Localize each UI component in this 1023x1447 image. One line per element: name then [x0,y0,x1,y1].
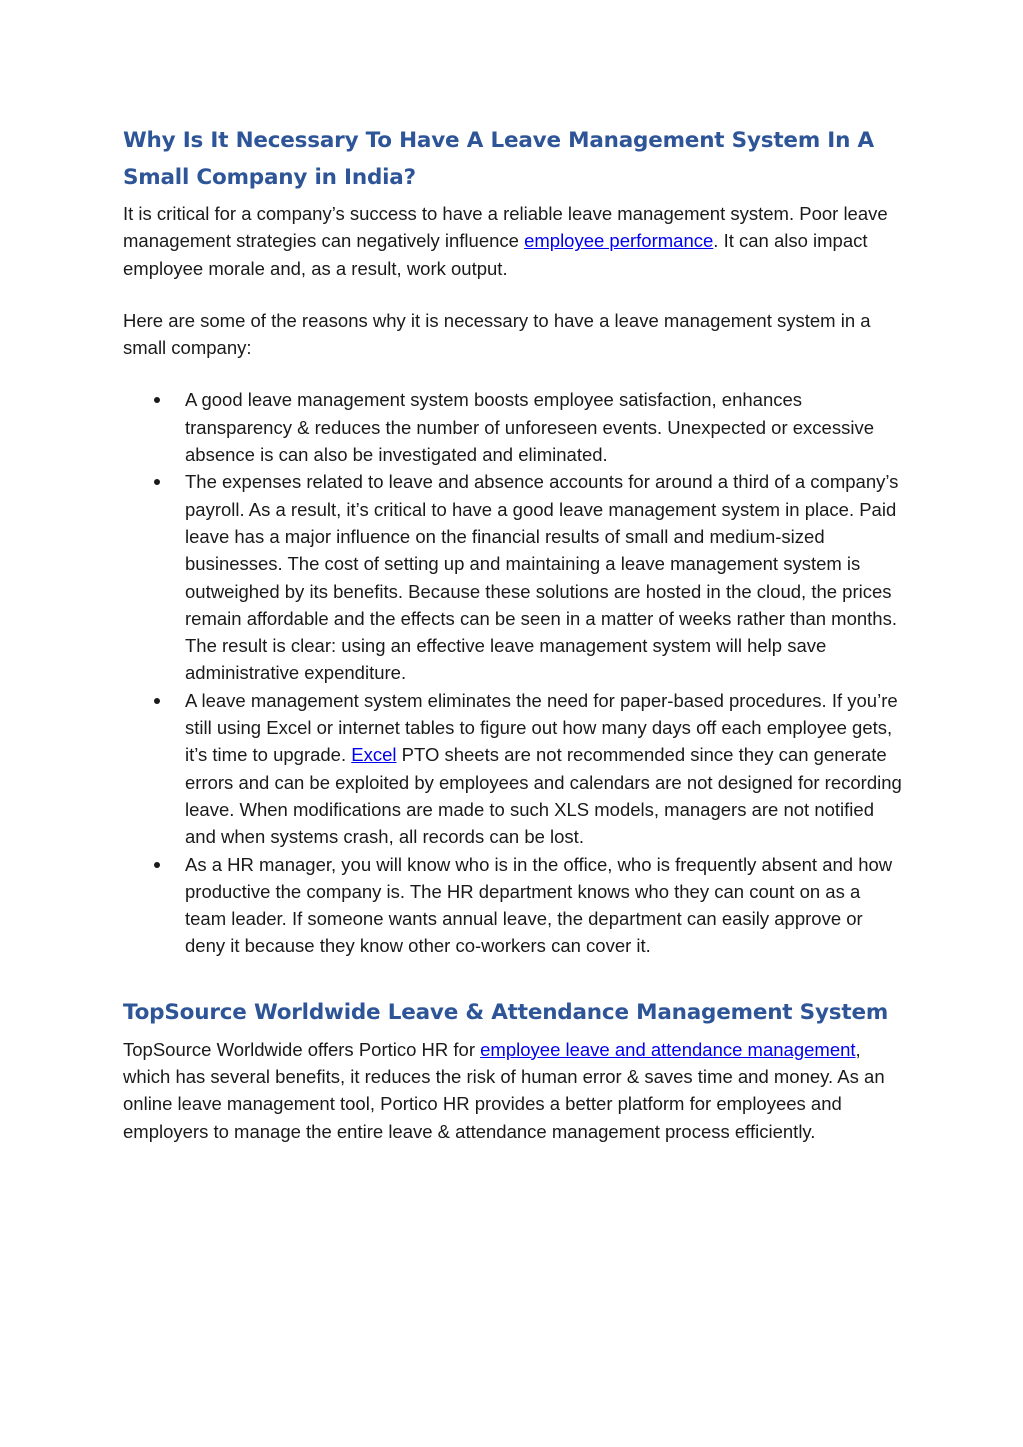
leave-attendance-management-link[interactable]: employee leave and attendance management [480,1038,856,1060]
document-page [123,122,903,1145]
list-item [123,386,903,468]
section-heading-why-leave-management: Why Is It Necessary To Have A Leave Management System In A Small Company in India? [123,128,874,190]
section-heading-topsource: TopSource Worldwide Leave & Attendance Management System [123,999,889,1025]
intro-text-after-link: . It can also impact employee morale and, as a result, work output. [123,230,868,279]
intro-text-before-link: It is critical for a company’s success to have a reliable leave management system. Poor leave management strategies can negatively influence [123,203,888,252]
bullet-icon [154,862,160,868]
list-item [123,851,903,960]
list-item-text: As a HR manager, you will know who is in the office, who is frequently absent and how productive the company is. The HR department knows who they can count on as a team leader. If someone wants annual leave, the department can easily approve or deny it because they know other co-workers can cover it. [185,853,893,957]
list-item-text: A good leave management system boosts employee satisfaction, enhances transparency & reduces the number of unforeseen events. Unexpected or excessive absence is can also be investigated and eliminated. [185,389,874,466]
topsource-text-before-link: TopSource Worldwide offers Portico HR for [123,1038,481,1060]
topsource-text-after-link: , which has several benefits, it reduces the risk of human error & saves time and money. As an online leave management tool, Portico HR provides a better platform for employees and employers to manage the entire leave & attendance management process efficiently. [123,1038,885,1142]
list-item-text: The expenses related to leave and absence accounts for around a third of a company’s payroll. As a result, it’s critical to have a good leave management system in place. Paid leave has a major influence on the financial results of small and medium-sized businesses. The cost of setting up and maintaining a leave management system is outweighed by its benefits. Because these solutions are hosted in the cloud, the prices remain affordable and the effects can be seen in a matter of weeks rather than months. The result is clear: using an effective leave management system will help save administrative expenditure. [185,471,899,684]
intro-paragraph [123,200,903,282]
list-item-text-before-link: A leave management system eliminates the need for paper-based procedures. If you’re still using Excel or internet tables to figure out how many days off each employee gets, it’s time to upgrade. [185,689,898,766]
reasons-lead-in: Here are some of the reasons why it is necessary to have a leave management system in a small company: [123,309,871,359]
bullet-icon [154,479,160,485]
list-item [123,687,903,851]
bullet-icon [154,397,160,403]
topsource-paragraph [123,1036,903,1145]
employee-performance-link[interactable]: employee performance [524,230,714,252]
bullet-icon [154,698,160,704]
list-item-text-after-link: PTO sheets are not recommended since they can generate errors and can be exploited by employees and calendars are not designed for recording leave. When modifications are made to such XLS models, managers are not notified and when systems crash, all records can be lost. [185,744,902,848]
reasons-list [123,386,903,959]
list-item [123,468,903,686]
excel-link[interactable]: Excel [351,744,397,766]
